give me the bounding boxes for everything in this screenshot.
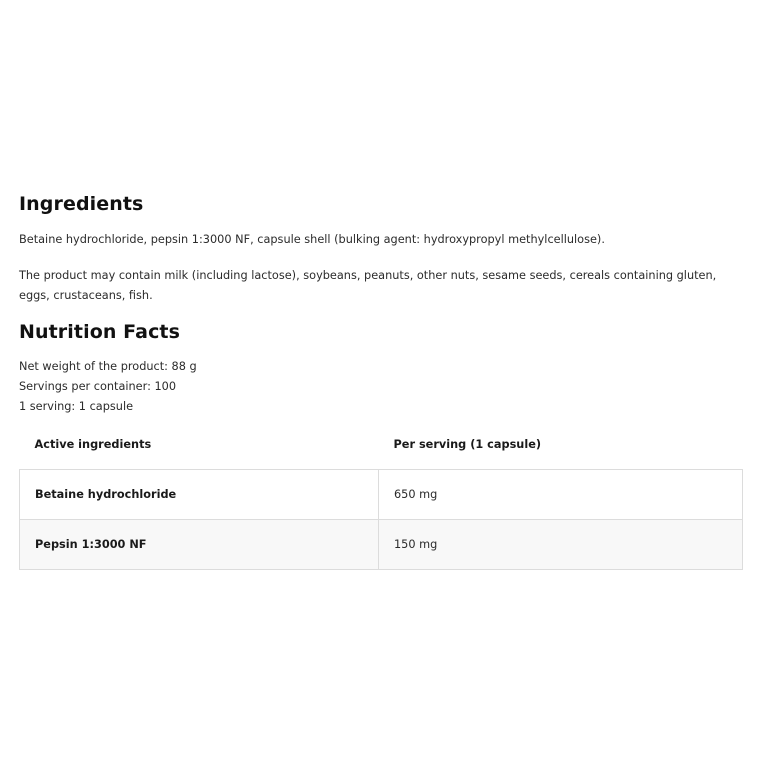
- servings-per-container: Servings per container: 100: [19, 380, 177, 393]
- ingredient-amount: 650 mg: [379, 469, 743, 519]
- allergen-warning: The product may contain milk (including lactose), soybeans, peanuts, other nuts, sesame seeds, cereals containing gluten, eggs, crustaceans, fish.: [19, 269, 717, 302]
- ingredients-text: Betaine hydrochloride, pepsin 1:3000 NF, capsule shell (bulking agent: hydroxypropyl methylcellulose).: [19, 233, 605, 246]
- table-row: [20, 469, 743, 519]
- ingredient-name: Betaine hydrochloride: [20, 469, 379, 519]
- table-header-row: [20, 420, 743, 469]
- ingredient-amount: 150 mg: [379, 519, 743, 569]
- nutrition-facts-heading: Nutrition Facts: [19, 321, 181, 343]
- column-header-per-serving: Per serving (1 capsule): [393, 437, 542, 451]
- ingredients-heading: Ingredients: [19, 193, 144, 215]
- net-weight: Net weight of the product: 88 g: [19, 360, 197, 373]
- nutrition-table: [19, 420, 743, 570]
- product-details: [19, 190, 742, 570]
- nutrition-facts-summary: [19, 357, 742, 417]
- table-row: [20, 519, 743, 569]
- column-header-active-ingredients: Active ingredients: [34, 437, 152, 451]
- ingredient-name: Pepsin 1:3000 NF: [20, 519, 379, 569]
- serving-size: 1 serving: 1 capsule: [19, 400, 134, 413]
